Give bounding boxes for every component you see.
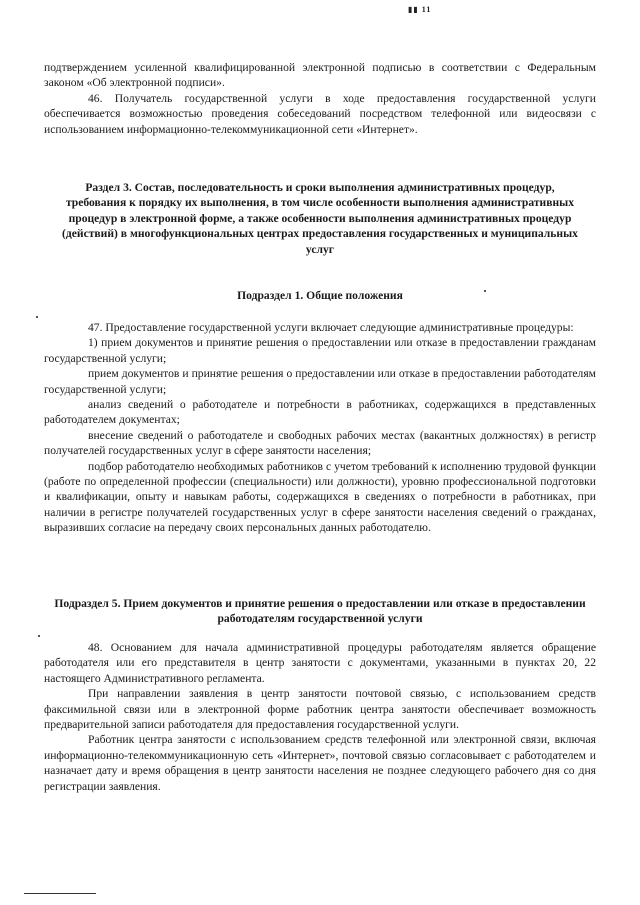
paragraph-46: 46. Получатель государственной услуги в ходе предоставления государственной услуги обеспечивается возможностью проведения собеседований посредством телефонной или видеосвязи с использованием информационно-телекоммуникационной сети «Интернет». [44,91,596,136]
page-number: ▮▮ 11 [408,5,432,14]
list-item: анализ сведений о работодателе и потребности в работниках, содержащихся в представленных работодателем документах; [44,398,596,427]
procedures-list-block [44,320,596,536]
document-page [44,0,596,905]
scan-speck [38,635,40,637]
list-item: внесение сведений о работодателе и свободных рабочих местах (вакантных должностях) в регистр получателей государственных услуг в сфере занятости населения; [44,428,596,458]
paragraph-48: 48. Основанием для начала административной процедуры работодателям является обращение работодателя или его представителя в центр занятости с документами, указанными в пунктах 20, 22 настоящего Административного регламента. [44,641,596,685]
scan-speck [484,290,486,292]
list-item: прием документов и принятие решения о предоставлении или отказе в предоставлении работодателям государственной услуги; [44,367,596,396]
paragraph-47: 47. Предоставление государственной услуги включает следующие административные процедуры: [88,321,574,334]
paragraph-postal: При направлении заявления в центр занятости почтовой связью, с использованием средств факсимильной связи или в электронной форме работник центра занятости обеспечивает возможность предварительной записи работодателя для предоставления государственной услуги. [44,687,596,732]
paragraph-worker: Работник центра занятости с использованием средств телефонной или электронной связи, включая информационно-телекоммуникационную сеть «Интернет», почтовой связью согласовывает с работодателем и назначает дату и время обращения в центр занятости населения не позднее следующего рабочего дня со дня регистрации заявления. [44,733,596,793]
scan-speck [36,316,38,318]
paragraph-intro-continuation: подтверждением усиленной квалифицированной электронной подписью в соответствии с Федеральным законом «Об электронной подписи». [44,61,596,90]
subsection-1-block [44,288,596,303]
section-3-block [60,180,580,257]
section-3-heading: Раздел 3. Состав, последовательность и сроки выполнения административных процедур, требования к порядку их выполнения, в том числе особенности выполнения административных процедур в электронной форме, а также особенности выполнения административных процедур (действий) в многофункциональных центрах предоставления государственных и муниципальных услуг [62,181,578,256]
subsection-5-block [50,596,590,627]
intro-block [44,60,596,137]
subsection-5-heading: Подраздел 5. Прием документов и принятие решения о предоставлении или отказе в предоставлении работодателям государственной услуги [54,597,586,626]
list-item: 1) прием документов и принятие решения о предоставлении или отказе в предоставлении гражданам государственной услуги; [44,336,596,365]
subsection-5-body [44,640,596,794]
list-item: подбор работодателю необходимых работников с учетом требований к исполнению трудовой функции (работе по определенной профессии (специальности) или должности), уровню профессиональной подготовки и квалификации, опыту и навыкам работы, содержащихся в сведениях о потребности в работниках, при наличии в регистре получателей государственных услуг в сфере занятости населения сведений о гражданах, выразивших согласие на передачу своих персональных данных работодателю. [44,459,596,535]
subsection-1-heading: Подраздел 1. Общие положения [237,289,403,302]
footnote-divider [24,893,96,894]
